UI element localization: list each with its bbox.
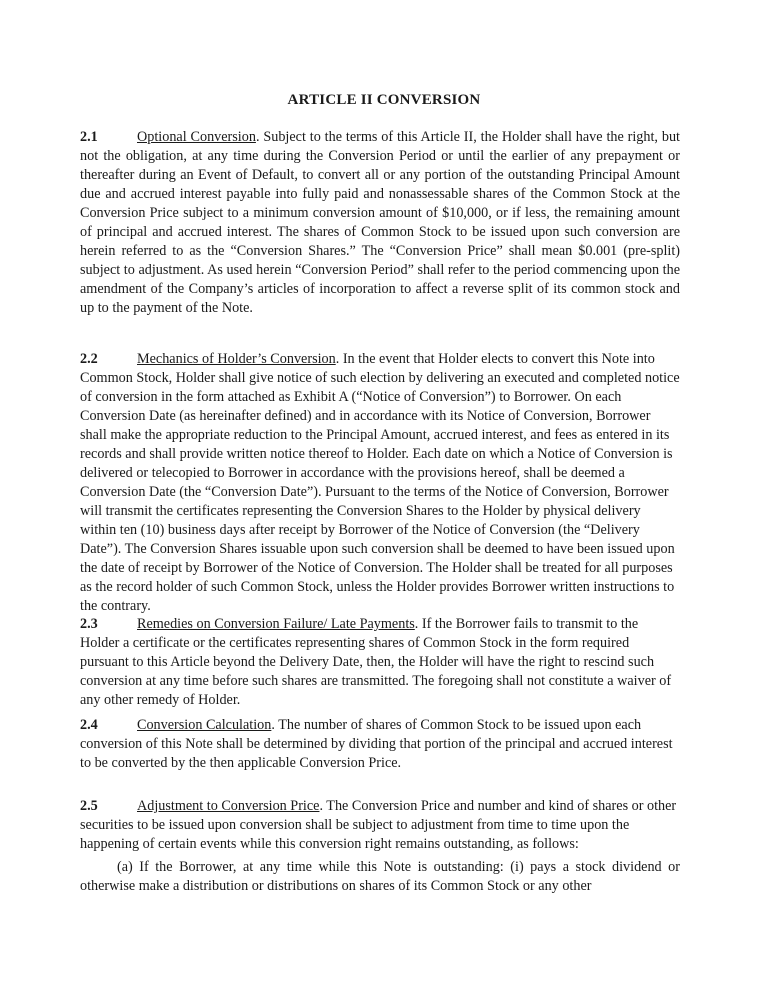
section-body: . If the Borrower fails to transmit to the Holder a certificate or the certificates representing shares of Common Stock in the form required pursuant to this Article beyond the Delivery Date, then, the Holder will have the right to rescind such conversion at any time before such shares are transmitted. The foregoing shall not constitute a waiver of any other remedy of Holder. <box>80 616 672 708</box>
section-number: 2.1 <box>80 129 98 145</box>
section-heading: Conversion Calculation <box>137 717 272 733</box>
section-number: 2.3 <box>80 616 98 632</box>
section-2-1 <box>80 128 680 318</box>
section-number: 2.4 <box>80 717 98 733</box>
section-heading: Adjustment to Conversion Price <box>137 798 320 814</box>
article-title: ARTICLE II CONVERSION <box>287 92 481 108</box>
section-number: 2.2 <box>80 351 98 367</box>
section-body: . Subject to the terms of this Article II, the Holder shall have the right, but not the obligation, at any time during the Conversion Period or until the earlier of any prepayment or thereafter during an Event of Default, to convert all or any portion of the outstanding Principal Amount due and accrued interest payable into fully paid and nonassessable shares of the Common Stock at the Conversion Price subject to a minimum conversion amount of $10,000, or if less, the remaining amount of principal and accrued interest. The shares of Common Stock to be issued upon such conversion are herein referred to as the “Conversion Shares.” The “Conversion Price” shall mean $0.001 (pre-split) subject to adjustment. As used herein “Conversion Period” shall refer to the period commencing upon the amendment of the Company’s articles of incorporation to affect a reverse split of its common stock and up to the payment of the Note. <box>80 129 680 316</box>
section-heading: Optional Conversion <box>137 129 256 145</box>
section-body: . The number of shares of Common Stock to be issued upon each conversion of this Note shall be determined by dividing that portion of the principal and accrued interest to be converted by the then applicable Conversion Price. <box>80 717 673 771</box>
section-2-3 <box>80 615 680 710</box>
subsection-a: (a) If the Borrower, at any time while this Note is outstanding: (i) pays a stock dividend or otherwise make a distribution or distributions on shares of its Common Stock or any other <box>80 859 680 894</box>
section-2-4 <box>80 716 680 773</box>
section-body: . In the event that Holder elects to convert this Note into Common Stock, Holder shall give notice of such election by delivering an executed and completed notice of conversion in the form attached as Exhibit A (“Notice of Conversion”) to Borrower. On each Conversion Date (as hereinafter defined) and in accordance with its Notice of Conversion, Borrower shall make the appropriate reduction to the Principal Amount, accrued interest, and fees as entered in its records and shall provide written notice thereof to Holder. Each date on which a Notice of Conversion is delivered or telecopied to Borrower in accordance with the provisions hereof, shall be deemed a Conversion Date (the “Conversion Date”). Pursuant to the terms of the Notice of Conversion, Borrower will transmit the certificates representing the Conversion Shares to the Holder by physical delivery within ten (10) business days after receipt by Borrower of the Notice of Conversion (the “Delivery Date”). The Conversion Shares issuable upon such conversion shall be deemed to have been issued upon the date of receipt by Borrower of the Notice of Conversion. The Holder shall be treated for all purposes as the record holder of such Common Stock, unless the Holder provides Borrower written instructions to the contrary. <box>80 351 680 614</box>
section-2-2 <box>80 350 680 616</box>
section-body: . The Conversion Price and number and kind of shares or other securities to be issued upon conversion shall be subject to adjustment from time to time upon the happening of certain events while this conversion right remains outstanding, as follows: <box>80 798 677 852</box>
section-heading: Remedies on Conversion Failure/ Late Payments <box>137 616 415 632</box>
section-heading: Mechanics of Holder’s Conversion <box>137 351 336 367</box>
section-2-5 <box>80 797 680 854</box>
section-number: 2.5 <box>80 798 98 814</box>
